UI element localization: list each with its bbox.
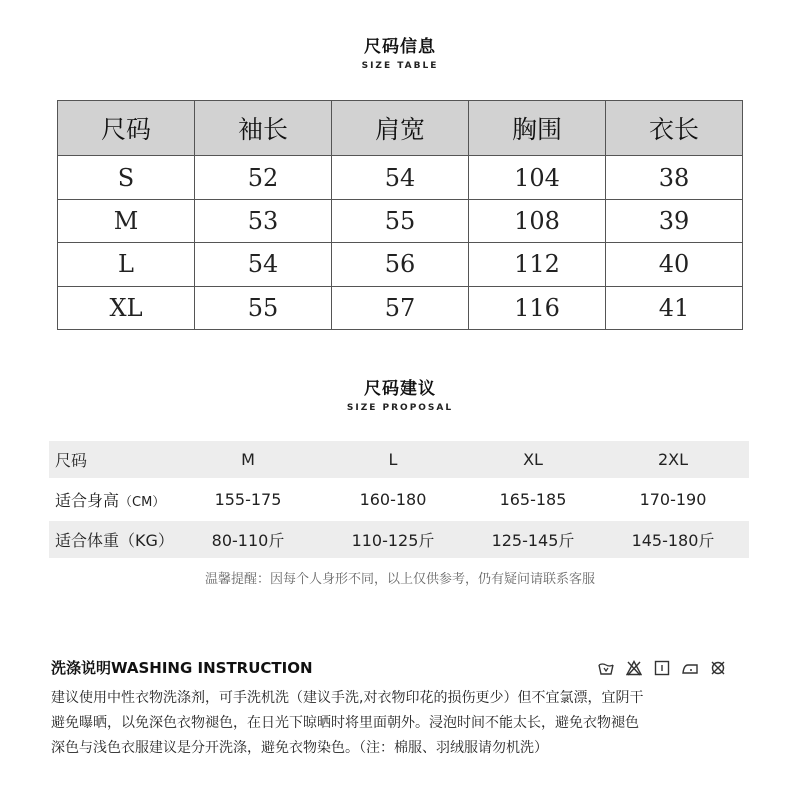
proposal-cell: XL bbox=[523, 450, 543, 469]
row-label bbox=[49, 528, 173, 551]
proposal-cell: L bbox=[388, 450, 398, 469]
proposal-cell: 170-190 bbox=[639, 490, 707, 509]
table-cell: 41 bbox=[606, 286, 743, 329]
size-proposal-subtitle: SIZE PROPOSAL bbox=[346, 403, 454, 413]
table-row bbox=[58, 243, 743, 286]
table-cell: 112 bbox=[469, 243, 606, 286]
table-cell: L bbox=[58, 243, 195, 286]
header-cell: 肩宽 bbox=[332, 101, 469, 156]
washing-line: 深色与浅色衣服建议是分开洗涤，避免衣物染色。（注：棉服、羽绒服请勿机洗） bbox=[51, 740, 548, 756]
row-label-text: 适合体重（KG） bbox=[55, 531, 174, 550]
size-table-heading bbox=[0, 32, 800, 71]
header-cell: 胸围 bbox=[469, 101, 606, 156]
proposal-cell: M bbox=[241, 450, 255, 469]
row-label bbox=[49, 488, 173, 511]
proposal-cell: 2XL bbox=[657, 450, 689, 469]
proposal-cell: 145-180斤 bbox=[631, 531, 715, 550]
proposal-cell: 110-125斤 bbox=[351, 531, 435, 550]
washing-icons bbox=[598, 660, 726, 676]
table-cell: 39 bbox=[606, 199, 743, 242]
washing-title: 洗涤说明WASHING INSTRUCTION bbox=[51, 659, 313, 677]
table-cell: 108 bbox=[469, 199, 606, 242]
proposal-row-height bbox=[49, 481, 749, 518]
proposal-cell: 160-180 bbox=[359, 490, 427, 509]
header-cell: 袖长 bbox=[195, 101, 332, 156]
no-bleach-icon bbox=[626, 660, 642, 676]
washing-instructions bbox=[51, 686, 756, 761]
size-table bbox=[57, 100, 743, 330]
table-cell: 55 bbox=[332, 199, 469, 242]
size-proposal-title: 尺码建议 bbox=[364, 379, 436, 399]
table-cell: 55 bbox=[195, 286, 332, 329]
row-label-text: 尺码 bbox=[55, 451, 88, 470]
size-tip: 温馨提醒：因每个人身形不同，以上仅供参考，仍有疑问请联系客服 bbox=[204, 572, 595, 587]
size-proposal-heading bbox=[0, 374, 800, 413]
proposal-row-size bbox=[49, 441, 749, 478]
table-cell: 56 bbox=[332, 243, 469, 286]
table-cell: 116 bbox=[469, 286, 606, 329]
table-row bbox=[58, 199, 743, 242]
size-table-header-row bbox=[58, 101, 743, 156]
table-row bbox=[58, 286, 743, 329]
table-cell: 40 bbox=[606, 243, 743, 286]
header-cell: 衣长 bbox=[606, 101, 743, 156]
table-cell: M bbox=[58, 199, 195, 242]
washing-line: 避免曝晒，以免深色衣物褪色，在日光下晾晒时将里面朝外。浸泡时间不能太长，避免衣物褪色 bbox=[51, 715, 639, 731]
no-dry-clean-icon bbox=[710, 660, 726, 676]
row-label-text: 适合身高 bbox=[55, 491, 120, 510]
row-label bbox=[49, 448, 173, 471]
header-cell: 尺码 bbox=[58, 101, 195, 156]
proposal-cell: 80-110斤 bbox=[211, 531, 285, 550]
table-cell: 54 bbox=[332, 156, 469, 199]
table-cell: S bbox=[58, 156, 195, 199]
table-cell: 52 bbox=[195, 156, 332, 199]
table-cell: 104 bbox=[469, 156, 606, 199]
table-row bbox=[58, 156, 743, 199]
table-cell: XL bbox=[58, 286, 195, 329]
table-cell: 57 bbox=[332, 286, 469, 329]
proposal-row-weight bbox=[49, 521, 749, 558]
table-cell: 38 bbox=[606, 156, 743, 199]
row-label-unit: （CM） bbox=[119, 495, 166, 510]
size-table-title: 尺码信息 bbox=[364, 37, 436, 57]
tumble-dry-icon bbox=[654, 660, 670, 676]
table-cell: 53 bbox=[195, 199, 332, 242]
proposal-cell: 125-145斤 bbox=[491, 531, 575, 550]
hand-wash-icon bbox=[598, 660, 614, 676]
proposal-cell: 165-185 bbox=[499, 490, 567, 509]
size-proposal-table bbox=[49, 441, 749, 561]
proposal-cell: 155-175 bbox=[214, 490, 282, 509]
washing-line: 建议使用中性衣物洗涤剂，可手洗机洗（建议手洗,对衣物印花的损伤更少）但不宜氯漂，宜阴干 bbox=[51, 690, 644, 706]
table-cell: 54 bbox=[195, 243, 332, 286]
iron-low-icon bbox=[682, 660, 698, 676]
size-table-subtitle: SIZE TABLE bbox=[361, 61, 439, 71]
